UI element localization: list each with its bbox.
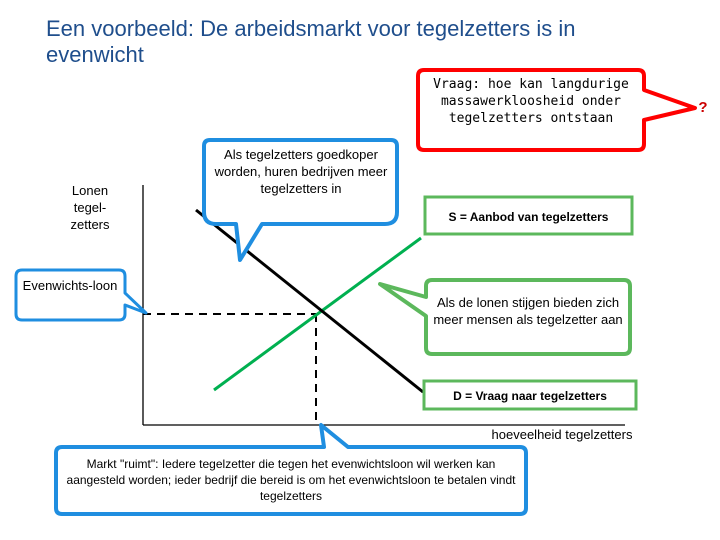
y-axis-label: Lonen tegel-zetters — [70, 183, 110, 232]
question-callout-text: Vraag: hoe kan langdurige massawerkloosheid onder tegelzetters ontstaan — [433, 77, 629, 126]
demand-callout-text: Als tegelzetters goedkoper worden, huren bedrijven meer tegelzetters in — [214, 147, 388, 196]
demand-label: D = Vraag naar tegelzetters — [453, 389, 607, 403]
equilibrium-wage-label: Evenwichts-loon — [22, 278, 118, 293]
x-axis-label: hoeveelheid tegelzetters — [491, 427, 633, 442]
question-mark: ? — [698, 99, 708, 116]
market-callout-text: Markt "ruimt": Iedere tegelzetter die tegen het evenwichtsloon wil werken kan aangesteld worden; ieder bedrijf die bereid is om het evenwichtsloon te betalen vindt tegelzetters — [66, 457, 516, 503]
supply-label: S = Aanbod van tegelzetters — [448, 210, 609, 224]
demand-curve — [196, 210, 423, 392]
supply-callout-text: Als de lonen stijgen bieden zich meer mensen als tegelzetter aan — [433, 295, 623, 327]
page-title: Een voorbeeld: De arbeidsmarkt voor tegelzetters is in evenwicht — [46, 16, 576, 67]
